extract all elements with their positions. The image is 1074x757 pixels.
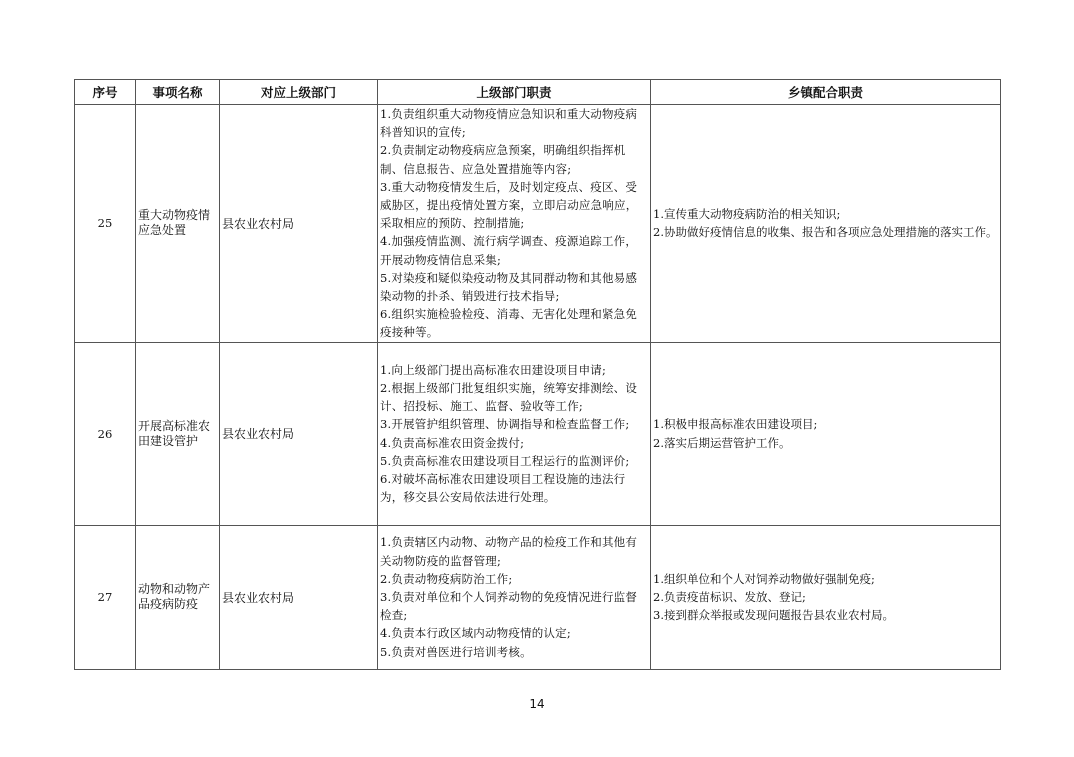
header-superior-dept: 对应上级部门 — [220, 80, 378, 105]
duty-item: 2.根据上级部门批复组织实施，统筹安排测绘、设计、招投标、施工、监督、验收等工作; — [380, 381, 638, 414]
row-superior-duties — [378, 342, 651, 525]
row-item-name: 开展高标准农田建设管护 — [136, 342, 220, 525]
header-superior-duties: 上级部门职责 — [378, 80, 651, 105]
row-superior-duties — [378, 525, 651, 669]
table-row — [75, 525, 1001, 669]
row-item-name: 重大动物疫情应急处置 — [136, 105, 220, 343]
header-serial: 序号 — [75, 80, 136, 105]
town-item: 2.协助做好疫情信息的收集、报告和各项应急处理措施的落实工作。 — [653, 225, 998, 240]
row-dept: 县农业农村局 — [220, 105, 378, 343]
row-township-duties — [651, 525, 1001, 669]
duty-item: 4.负责高标准农田资金拨付; — [380, 435, 525, 450]
town-item: 1.组织单位和个人对饲养动物做好强制免疫; — [653, 571, 875, 586]
table-header-row — [75, 80, 1001, 105]
row-dept: 县农业农村局 — [220, 342, 378, 525]
row-township-duties — [651, 342, 1001, 525]
duty-item: 6.组织实施检验检疫、消毒、无害化处理和紧急免疫接种等。 — [380, 307, 638, 340]
table-row — [75, 105, 1001, 343]
town-item: 1.积极申报高标准农田建设项目; — [653, 417, 818, 432]
page-number: 14 — [529, 697, 545, 711]
duty-item: 3.重大动物疫情发生后，及时划定疫点、疫区、受威胁区，提出疫情处置方案，立即启动应急响应，采取相应的预防、控制措施; — [380, 179, 638, 231]
duty-table — [74, 79, 1001, 670]
duty-item: 1.负责辖区内动物、动物产品的检疫工作和其他有关动物防疫的监督管理; — [380, 535, 638, 568]
duty-item: 3.负责对单位和个人饲养动物的免疫情况进行监督检查; — [380, 590, 638, 623]
town-item: 3.接到群众举报或发现问题报告县农业农村局。 — [653, 608, 894, 623]
duty-item: 3.开展管护组织管理、协调指导和检查监督工作; — [380, 417, 630, 432]
duty-item: 1.负责组织重大动物疫情应急知识和重大动物疫病科普知识的宣传; — [380, 107, 638, 140]
row-item-name: 动物和动物产品疫病防疫 — [136, 525, 220, 669]
duty-item: 2.负责动物疫病防治工作; — [380, 571, 513, 586]
duty-item: 5.对染疫和疑似染疫动物及其同群动物和其他易感染动物的扑杀、销毁进行技术指导; — [380, 270, 638, 304]
header-item-name: 事项名称 — [136, 80, 220, 105]
row-serial: 25 — [75, 105, 136, 343]
town-item: 2.落实后期运营管护工作。 — [653, 435, 791, 450]
row-serial: 27 — [75, 525, 136, 669]
row-superior-duties — [378, 105, 651, 343]
duty-item: 5.负责高标准农田建设项目工程运行的监测评价; — [380, 453, 630, 468]
row-township-duties — [651, 105, 1001, 343]
row-serial: 26 — [75, 342, 136, 525]
duty-item: 1.向上级部门提出高标准农田建设项目申请; — [380, 362, 607, 377]
row-dept: 县农业农村局 — [220, 525, 378, 669]
table-row — [75, 342, 1001, 525]
town-item: 2.负责疫苗标识、发放、登记; — [653, 590, 806, 605]
header-township-duties: 乡镇配合职责 — [651, 80, 1001, 105]
town-item: 1.宣传重大动物疫病防治的相关知识; — [653, 207, 841, 222]
duty-item: 4.加强疫情监测、流行病学调查、疫源追踪工作，开展动物疫情信息采集; — [380, 234, 638, 267]
duty-item: 6.对破坏高标准农田建设项目工程设施的违法行为，移交县公安局依法进行处理。 — [380, 472, 626, 505]
duty-item: 4.负责本行政区域内动物疫情的认定; — [380, 626, 571, 641]
duty-item: 5.负责对兽医进行培训考核。 — [380, 644, 532, 659]
duty-item: 2.负责制定动物疫病应急预案，明确组织指挥机制、信息报告、应急处置措施等内容; — [380, 143, 626, 176]
